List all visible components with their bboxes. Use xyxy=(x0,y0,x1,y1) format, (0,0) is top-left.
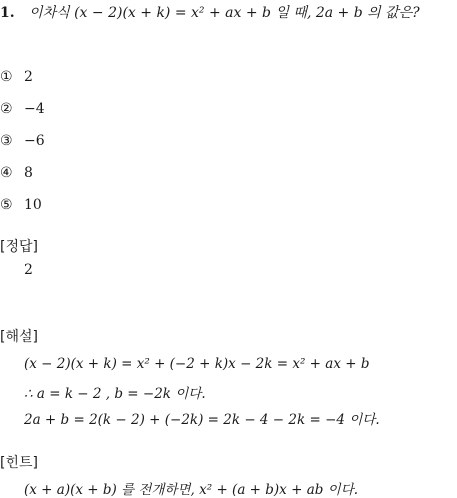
choice-4[interactable] xyxy=(0,157,45,189)
choice-marker: ③ xyxy=(0,133,13,149)
hint-title: [힌트] xyxy=(0,455,38,471)
choice-value: 10 xyxy=(24,197,42,213)
choice-marker: ④ xyxy=(0,165,13,181)
question-text: 이차식 (x − 2)(x + k) = x² + ax + b 일 때, 2a + b 의 값은? xyxy=(29,5,420,21)
solution-line-1: (x − 2)(x + k) = x² + (−2 + k)x − 2k = x² + ax + b xyxy=(24,356,370,372)
choice-marker: ⑤ xyxy=(0,197,13,213)
choice-value: −6 xyxy=(24,133,45,149)
choice-value: −4 xyxy=(24,101,45,117)
solution-line-3: 2a + b = 2(k − 2) + (−2k) = 2k − 4 − 2k = −4 이다. xyxy=(24,412,380,428)
answer-title: [정답] xyxy=(0,239,38,255)
hint-line-1: (x + a)(x + b) 를 전개하면, x² + (a + b)x + ab 이다. xyxy=(24,482,359,498)
question-line xyxy=(0,2,420,22)
choice-list xyxy=(0,61,45,221)
choice-value: 8 xyxy=(24,165,33,181)
choice-1[interactable] xyxy=(0,61,45,93)
choice-marker: ② xyxy=(0,101,13,117)
solution-line-2: ∴ a = k − 2 , b = −2k 이다. xyxy=(24,386,206,402)
choice-2[interactable] xyxy=(0,93,45,125)
choice-5[interactable] xyxy=(0,189,45,221)
choice-marker: ① xyxy=(0,69,13,85)
choice-3[interactable] xyxy=(0,125,45,157)
solution-title: [해설] xyxy=(0,329,38,345)
choice-value: 2 xyxy=(24,69,33,85)
answer-value: 2 xyxy=(24,262,33,278)
question-number: 1. xyxy=(0,5,15,21)
